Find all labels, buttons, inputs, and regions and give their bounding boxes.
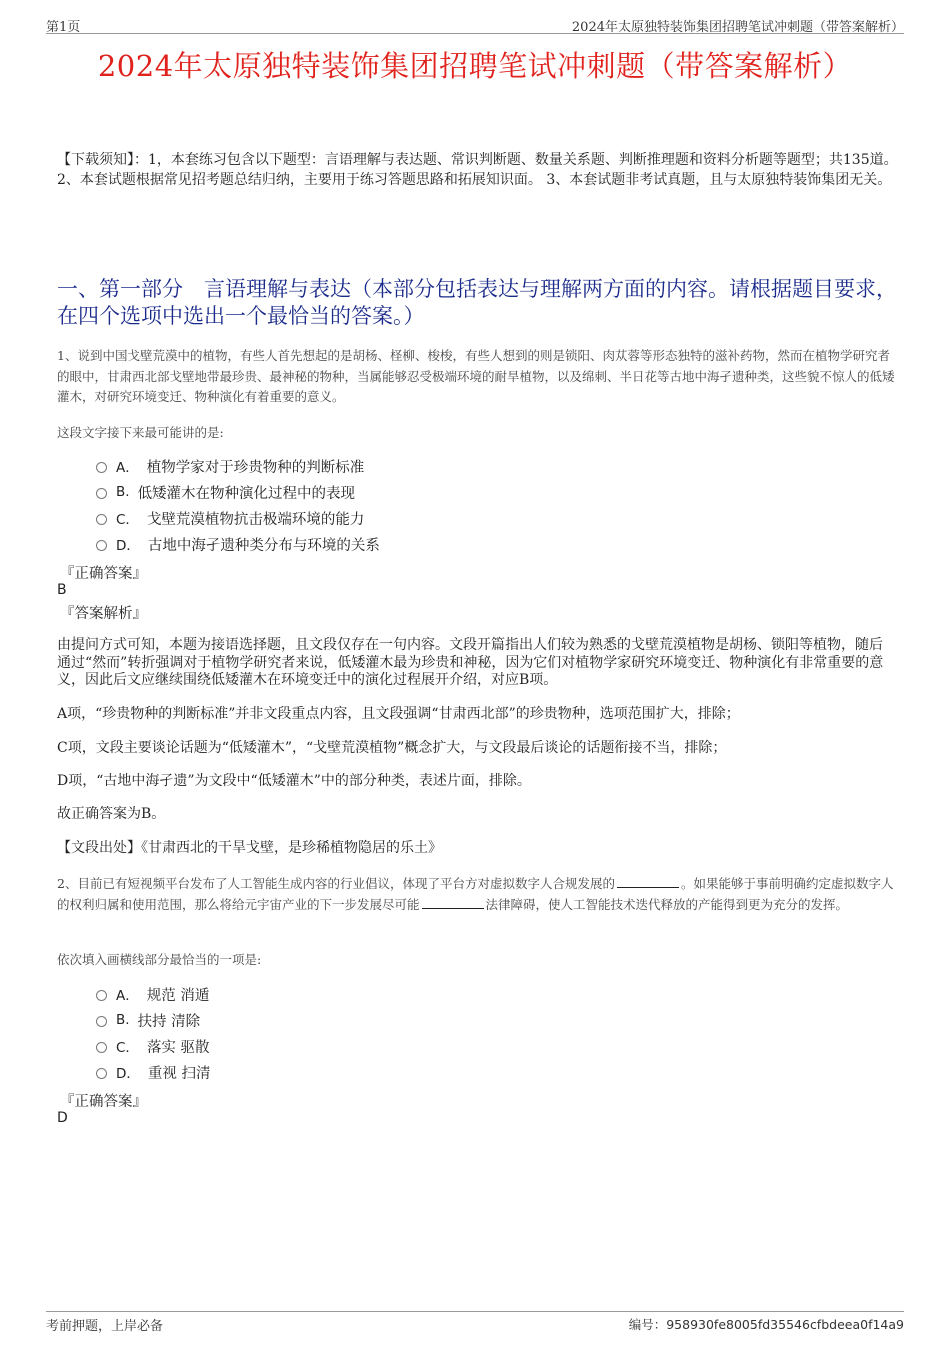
document-code: 编号：958930fe8005fd35546cfbdeea0f14a9 [628,1317,904,1332]
fill-blank [617,876,679,888]
radio-icon[interactable] [96,540,107,551]
radio-icon[interactable] [96,1016,107,1027]
radio-icon[interactable] [96,514,107,525]
page-header [46,14,904,34]
question-2-text [57,874,900,915]
analysis-paragraph: A项，“珍贵物种的判断标准”并非文段重点内容，且文段强调“甘肃西北部”的珍贵物种，选项范围扩大，排除； [57,706,740,722]
correct-answer-label: 『正确答案』 [60,566,147,582]
fill-blank [422,897,484,909]
question-2-text-part: 法律障碍，使人工智能技术迭代释放的产能得到更为充分的发挥。 [485,896,849,912]
footer-slogan: 考前押题，上岸必备 [46,1319,164,1334]
option-letter: C． [116,1040,139,1056]
question-2-prompt: 依次填入画横线部分最恰当的一项是: [57,952,262,967]
page-title: 2024年太原独特装饰集团招聘笔试冲刺题（带答案解析） [97,49,853,83]
option-b[interactable] [96,1007,211,1033]
option-text: 重视 扫清 [147,1065,211,1082]
page-number: 第1页 [46,20,81,35]
download-notice: 【下载须知】：1，本套练习包含以下题型：言语理解与表达题、常识判断题、数量关系题、判断推理题和资料分析题等题型；共135道。 2、本套试题根据常见招考题总结归纳，主要用于练习答题思路和拓展知识面。 3、本套试题非考试真题，且与太原独特装饰集团无关。 [57,152,898,188]
option-letter: D． [116,538,140,554]
header-doc-title: 2024年太原独特装饰集团招聘笔试冲刺题（带答案解析） [571,20,904,35]
option-letter: B. [116,484,130,500]
option-letter: D． [116,1066,140,1082]
correct-answer: D [57,1110,68,1126]
question-2-text-part: 。如果能够于事前明确约定虚拟数字人的权利归属和使用范围，那么将给元宇宙产业的下一步发展尽可能 [57,876,894,912]
radio-icon[interactable] [96,1042,107,1053]
correct-answer: B [57,582,67,598]
analysis-label: 『答案解析』 [60,606,147,622]
option-letter: A． [116,988,139,1004]
analysis-paragraph: C项，文段主要谈论话题为“低矮灌木”，“戈壁荒漠植物”概念扩大，与文段最后谈论的话题衔接不当，排除； [57,740,727,756]
analysis-paragraph: 由提问方式可知，本题为接语选择题，且文段仅存在一句内容。文段开篇指出人们较为熟悉的戈壁荒漠植物是胡杨、锁阳等植物，随后通过“然而”转折强调对于植物学研究者来说，低矮灌木最为珍贵和神秘，因为它们对植物学家研究环境变迁、物种演化有非常重要的意义，因此后文应继续围绕低矮灌木在环境变迁中的演化过程展开介绍，对应B项。 [57,637,884,688]
analysis-paragraph: D项，“古地中海孑遗”为文段中“低矮灌木”中的部分种类，表述片面，排除。 [57,773,531,789]
radio-icon[interactable] [96,488,107,499]
option-text: 古地中海孑遗种类分布与环境的关系 [147,537,380,554]
question-1-options [96,453,380,557]
option-text: 植物学家对于珍贵物种的判断标准 [146,459,365,476]
analysis-paragraph: 故正确答案为B。 [57,806,166,822]
option-d[interactable] [96,1059,211,1085]
option-letter: C． [116,512,139,528]
option-c[interactable] [96,1033,211,1059]
correct-answer-label: 『正确答案』 [60,1094,147,1110]
question-2-options [96,981,211,1085]
text-source: 【文段出处】《甘肃西北的干旱戈壁，是珍稀植物隐居的乐土》 [57,840,442,856]
section-heading: 一、第一部分 言语理解与表达（本部分包括表达与理解两方面的内容。请根据题目要求，在四个选项中选出一个最恰当的答案。） [57,277,897,328]
radio-icon[interactable] [96,1068,107,1079]
question-1-text: 1、说到中国戈壁荒漠中的植物，有些人首先想起的是胡杨、柽柳、梭梭，有些人想到的则是锁阳、肉苁蓉等形态独特的滋补药物，然而在植物学研究者的眼中，甘肃西北部戈壁地带最珍贵、最神秘的物种，当属能够忍受极端环境的耐旱植物，以及绵刺、半日花等古地中海孑遗种类，这些貌不惊人的低矮灌木，对研究环境变迁、物种演化有着重要的意义。 [57,348,895,404]
option-text: 规范 消遁 [146,987,210,1004]
option-b[interactable] [96,479,380,505]
option-c[interactable] [96,505,380,531]
option-text: 低矮灌木在物种演化过程中的表现 [137,485,356,502]
option-text: 戈壁荒漠植物抗击极端环境的能力 [146,511,365,528]
option-text: 扶持 清除 [137,1013,201,1030]
page-footer [46,1311,904,1334]
radio-icon[interactable] [96,990,107,1001]
option-letter: A． [116,460,139,476]
option-text: 落实 驱散 [146,1039,210,1056]
question-1-prompt: 这段文字接下来最可能讲的是: [57,425,224,440]
radio-icon[interactable] [96,462,107,473]
option-letter: B. [116,1012,130,1028]
option-d[interactable] [96,531,380,557]
option-a[interactable] [96,981,211,1007]
question-2-text-part: 2、目前已有短视频平台发布了人工智能生成内容的行业倡议，体现了平台方对虚拟数字人合规发展的 [57,876,615,891]
option-a[interactable] [96,453,380,479]
